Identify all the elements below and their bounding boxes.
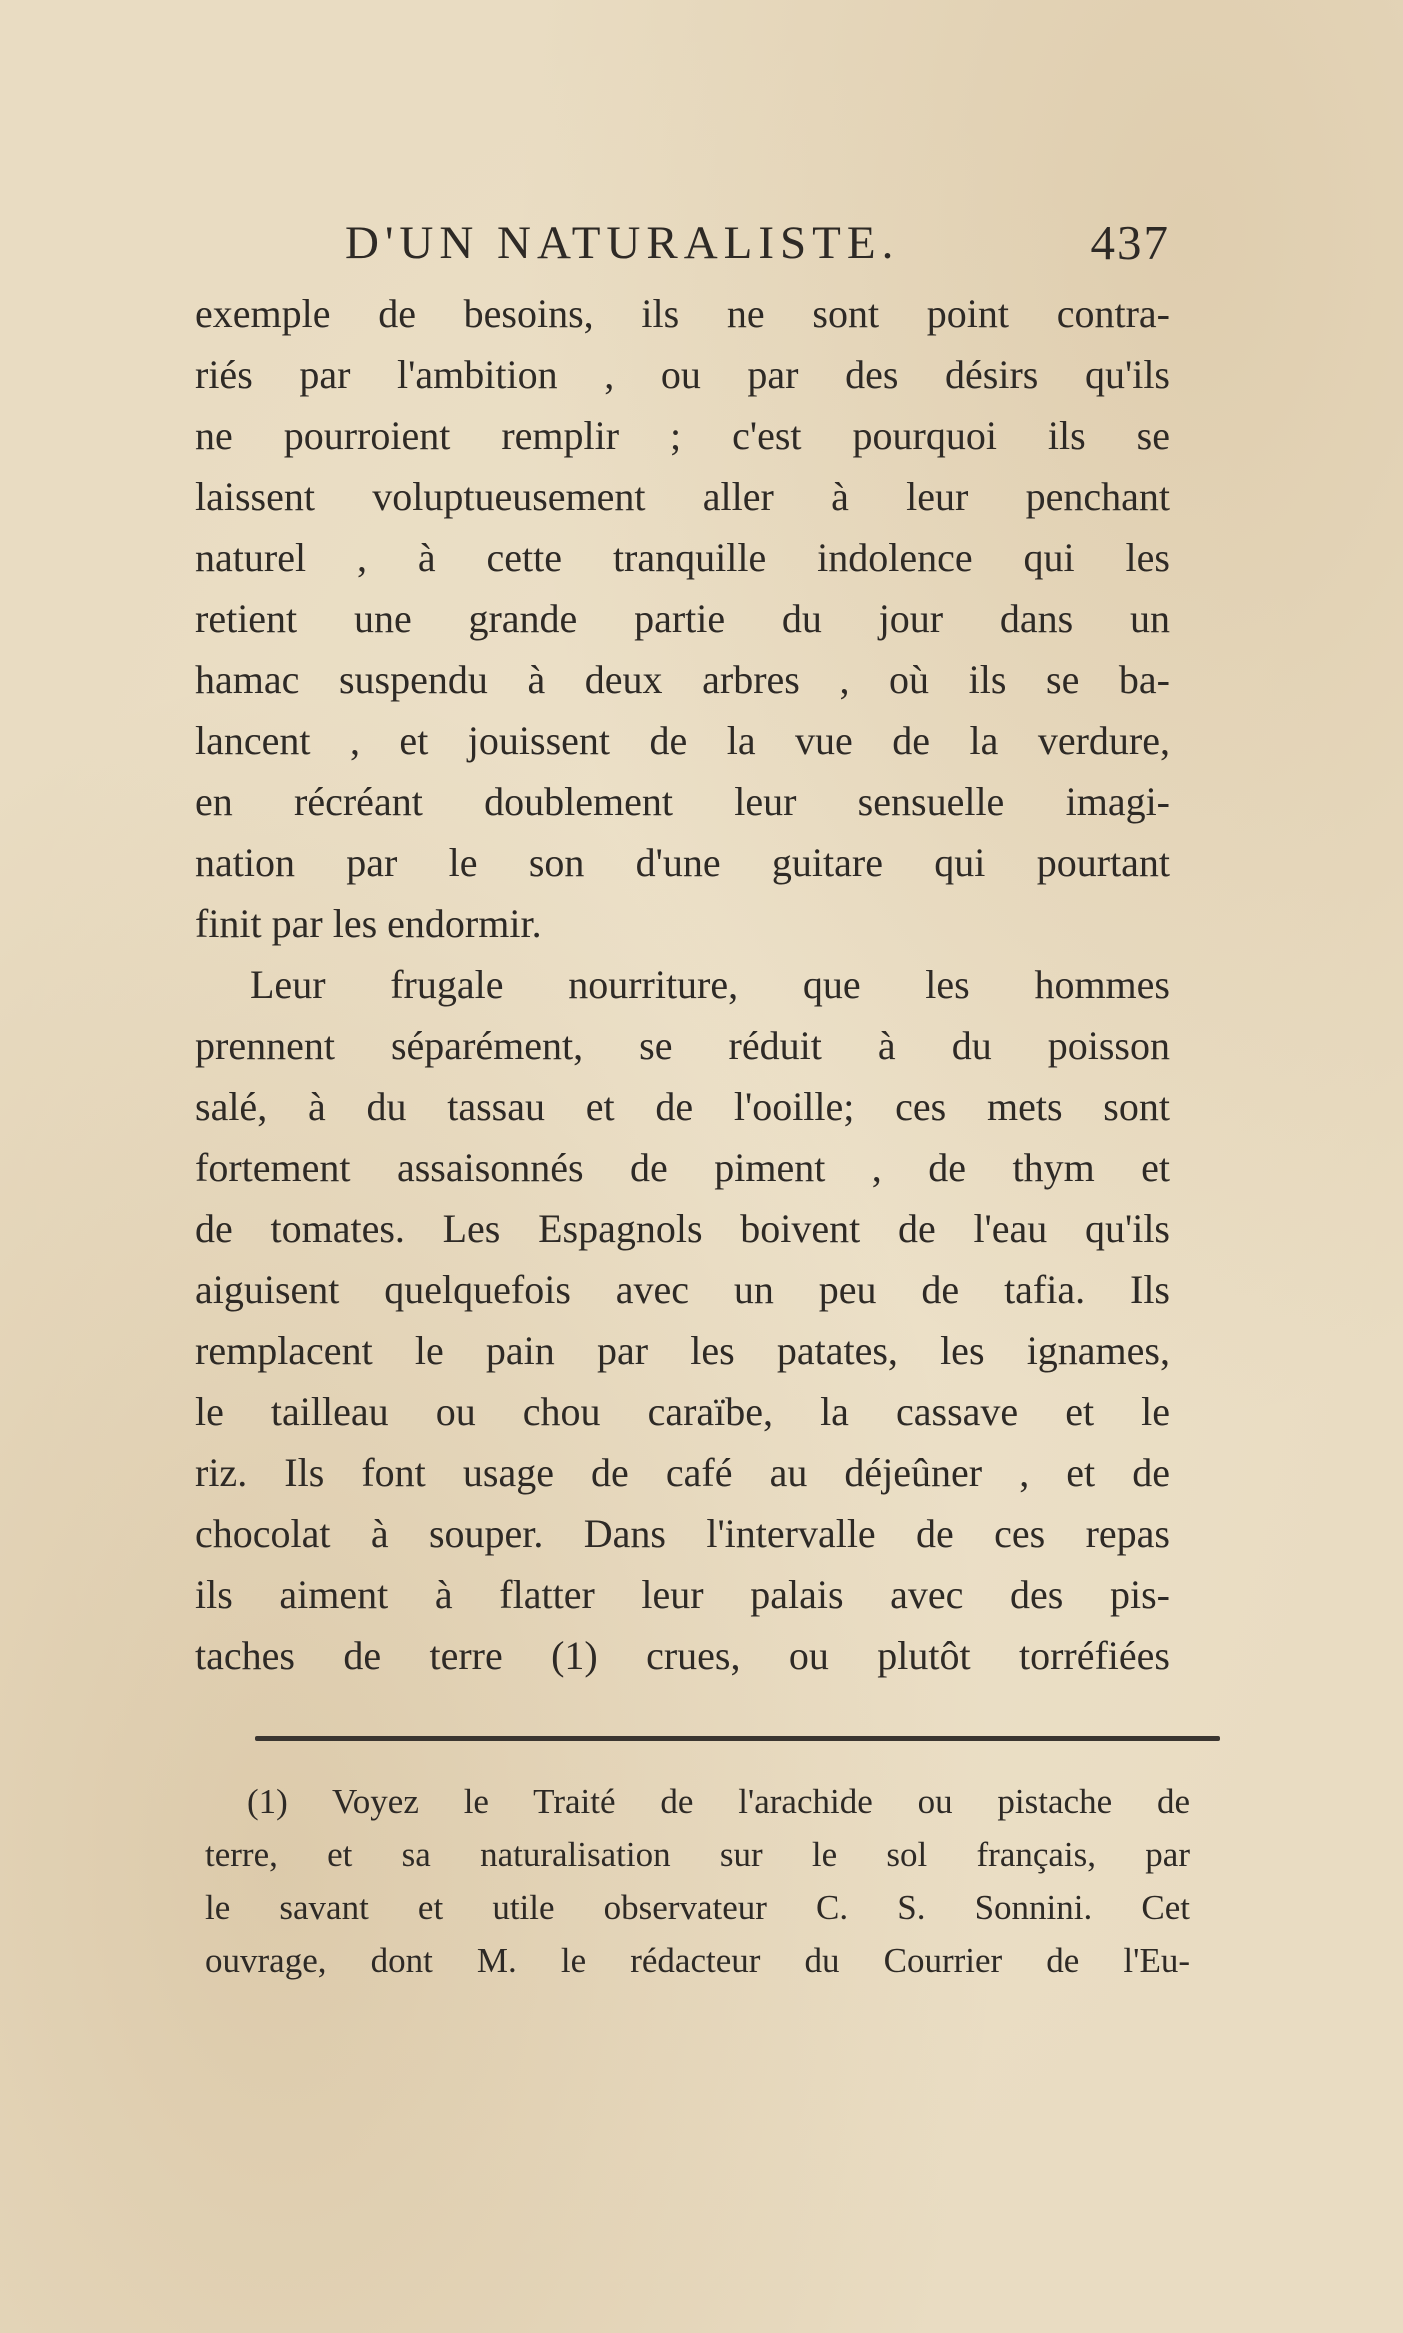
text-line: taches de terre (1) crues, ou plutôt torréfiées <box>195 1633 1170 1678</box>
text-line: nation par le son d'une guitare qui pourtant <box>195 840 1170 885</box>
footnote-line: ouvrage, dont M. le rédacteur du Courrier de l'Eu- <box>205 1941 1190 1980</box>
footnote <box>205 1775 1190 1987</box>
text-line: de tomates. Les Espagnols boivent de l'eau qu'ils <box>195 1206 1170 1251</box>
text-line: prennent séparément, se réduit à du poisson <box>195 1023 1170 1068</box>
paragraph <box>195 954 1170 1686</box>
footnote-line: terre, et sa naturalisation sur le sol français, par <box>205 1835 1190 1874</box>
text-line: riés par l'ambition , ou par des désirs qu'ils <box>195 352 1170 397</box>
text-line: en récréant doublement leur sensuelle imagi- <box>195 779 1170 824</box>
page-number: 437 <box>1090 215 1170 270</box>
text-line: salé, à du tassau et de l'ooille; ces mets sont <box>195 1084 1170 1129</box>
text-line: riz. Ils font usage de café au déjeûner , et de <box>195 1450 1170 1495</box>
footnote-line: (1) Voyez le Traité de l'arachide ou pistache de <box>247 1782 1190 1821</box>
text-line: Leur frugale nourriture, que les hommes <box>250 962 1170 1007</box>
text-line: retient une grande partie du jour dans un <box>195 596 1170 641</box>
text-line: ne pourroient remplir ; c'est pourquoi ils se <box>195 413 1170 458</box>
main-text <box>195 283 1170 1686</box>
text-line: exemple de besoins, ils ne sont point contra- <box>195 291 1170 336</box>
text-line: naturel , à cette tranquille indolence qui les <box>195 535 1170 580</box>
text-line: laissent voluptueusement aller à leur penchant <box>195 474 1170 519</box>
text-line: le tailleau ou chou caraïbe, la cassave et le <box>195 1389 1170 1434</box>
text-line: finit par les endormir. <box>195 901 542 946</box>
text-line: ils aiment à flatter leur palais avec des pis- <box>195 1572 1170 1617</box>
text-line: chocolat à souper. Dans l'intervalle de ces repas <box>195 1511 1170 1556</box>
text-line: aiguisent quelquefois avec un peu de tafia. Ils <box>195 1267 1170 1312</box>
text-line: hamac suspendu à deux arbres , où ils se ba- <box>195 657 1170 702</box>
text-line: remplacent le pain par les patates, les ignames, <box>195 1328 1170 1373</box>
running-title: D'UN NATURALISTE. <box>345 217 900 269</box>
footnote-divider <box>255 1736 1220 1741</box>
text-line: fortement assaisonnés de piment , de thym et <box>195 1145 1170 1190</box>
footnote-line: le savant et utile observateur C. S. Sonnini. Cet <box>205 1888 1190 1927</box>
page-header <box>195 205 1170 275</box>
paragraph <box>195 283 1170 954</box>
text-line: lancent , et jouissent de la vue de la verdure, <box>195 718 1170 763</box>
